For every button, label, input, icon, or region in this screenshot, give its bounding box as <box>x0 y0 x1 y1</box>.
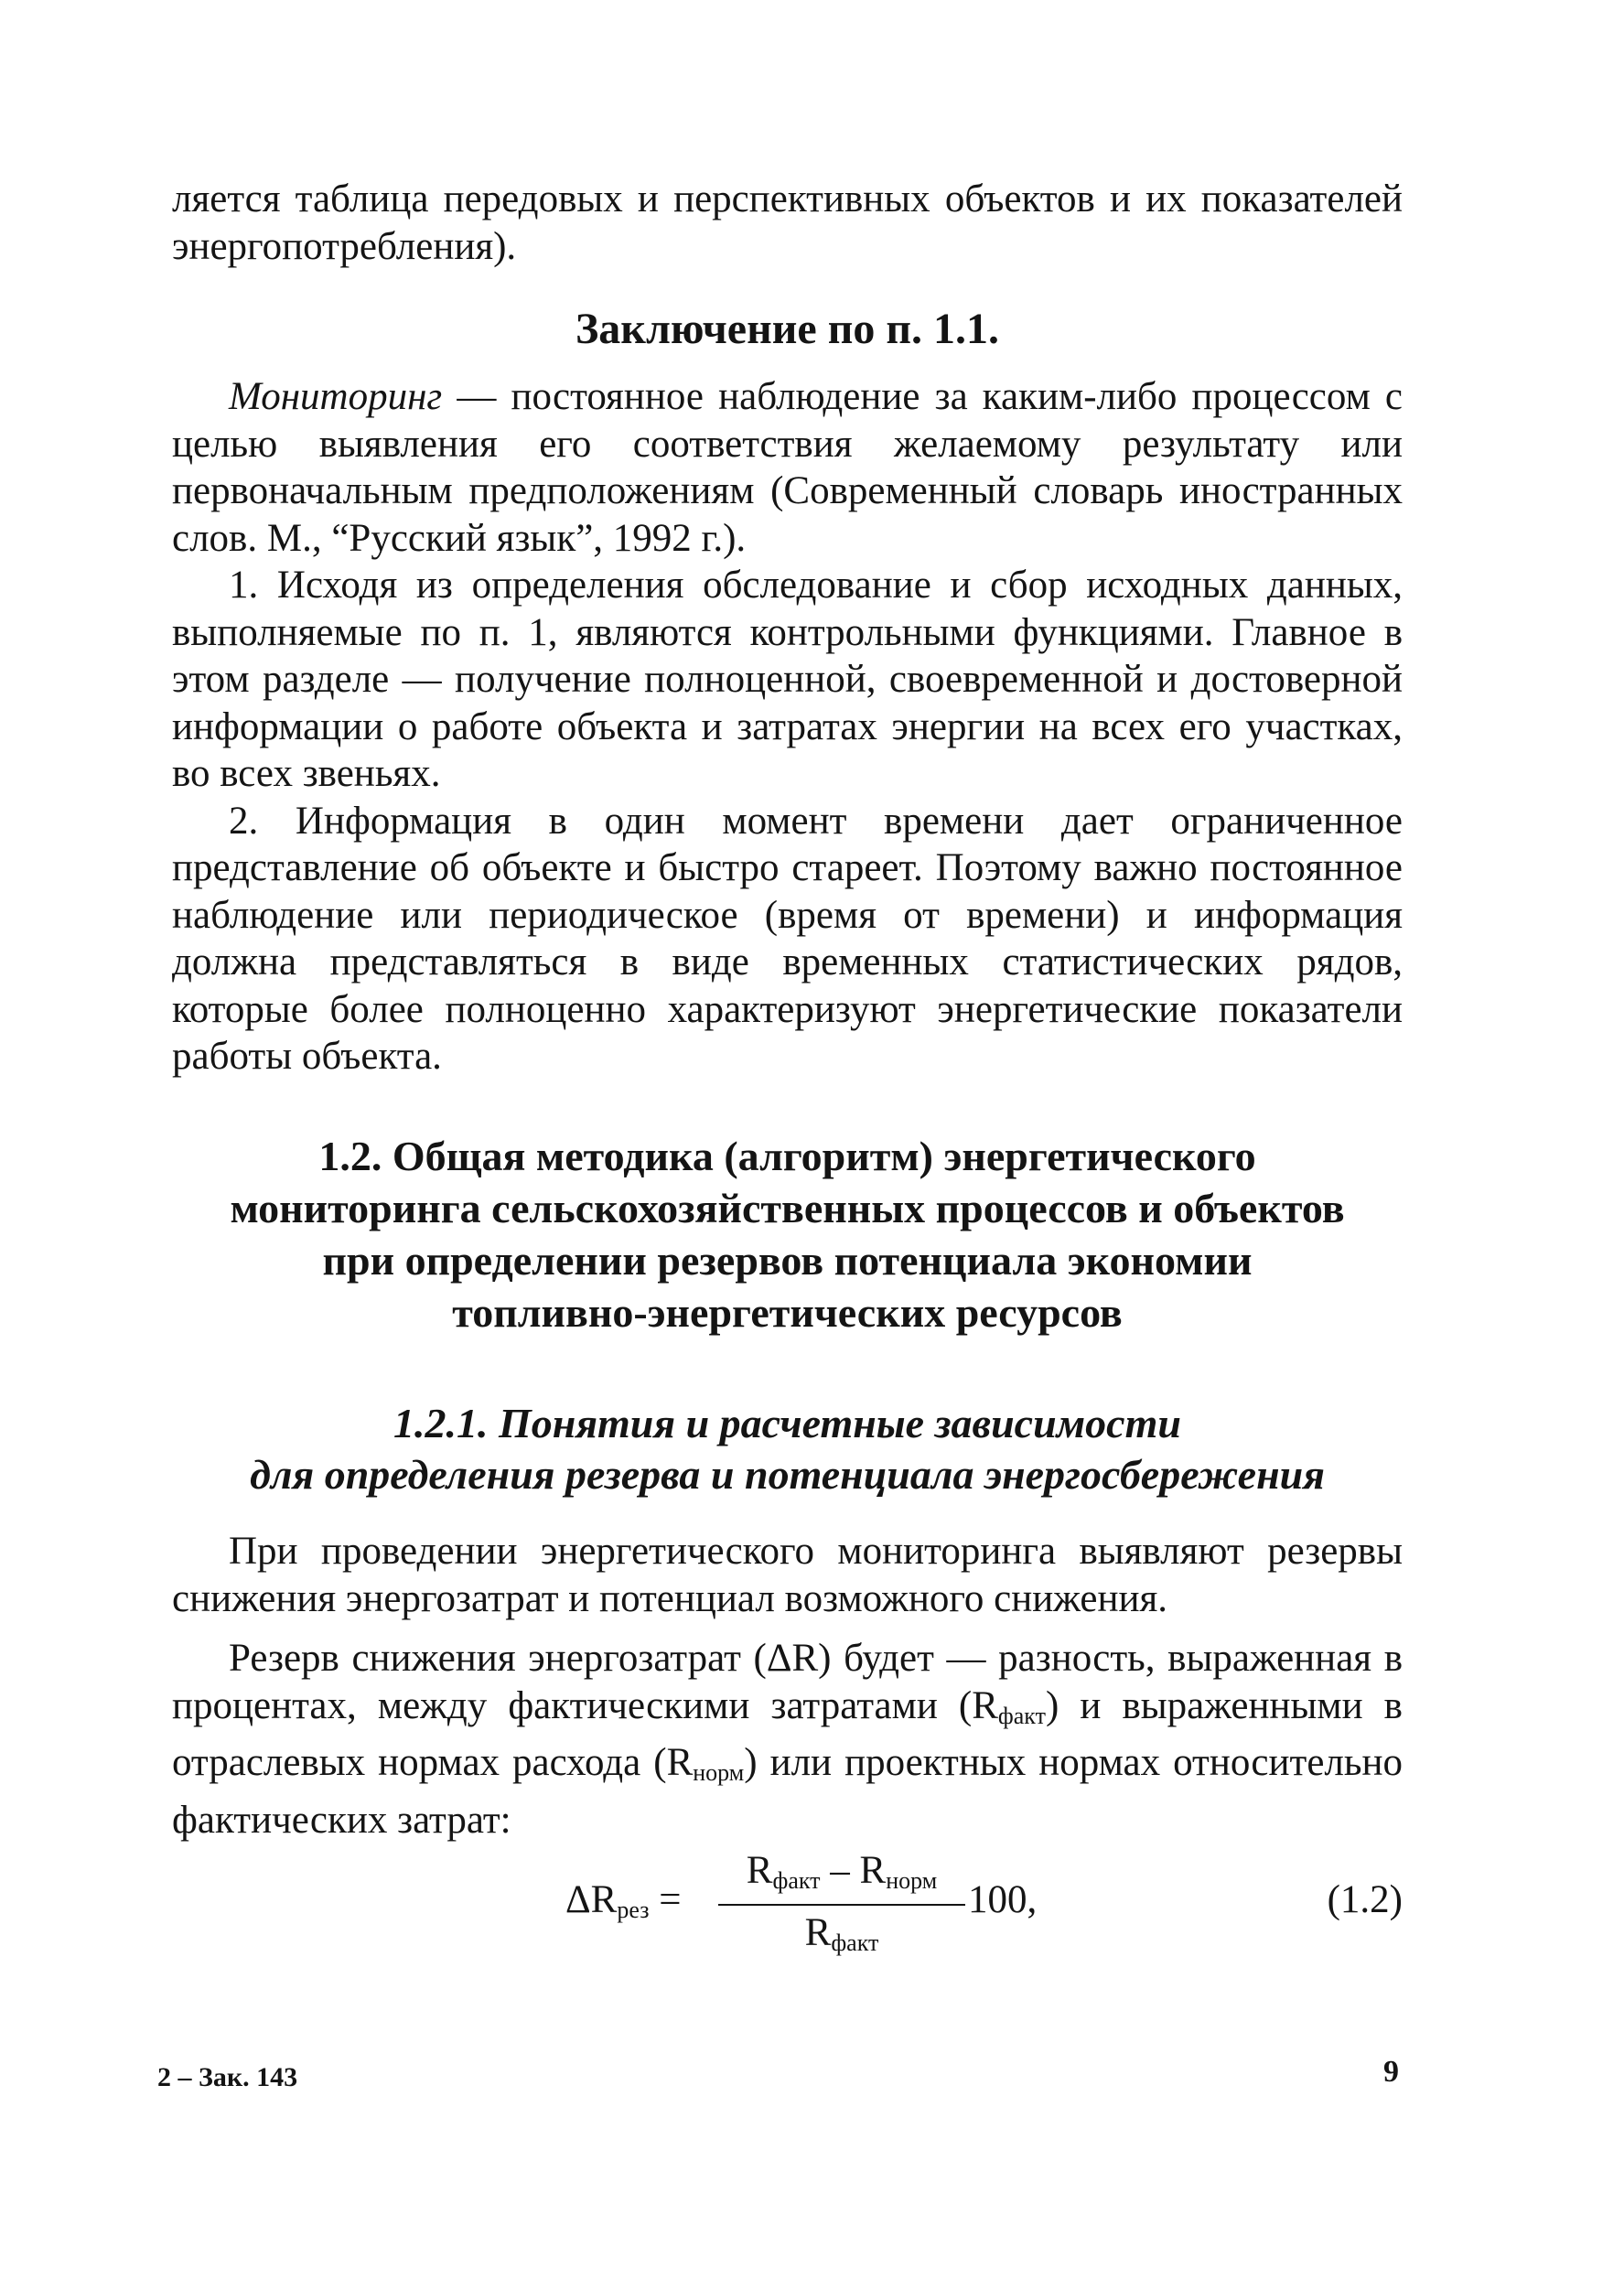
section-heading-line: мониторинга сельскохозяйственных процессов и объектов <box>230 1185 1345 1231</box>
formula-subscript: факт <box>831 1930 879 1956</box>
definition-text: — постоянное наблюдение за каким-либо процессом с целью выявления его соответствия желаемому результату или первоначальным предположениям (Современный словарь иностранных слов. М., “Русский язык”, 1992 г.). <box>172 375 1403 560</box>
paragraph-text: ) или проектных нормах относительно фактических затрат: <box>172 1741 1403 1842</box>
formula-number: (1.2) <box>1327 1878 1403 1921</box>
formula-symbol: R <box>746 1849 773 1892</box>
subscript: норм <box>693 1759 745 1786</box>
section-heading-line: топливно-энергетических ресурсов <box>452 1289 1123 1336</box>
section-heading-line: 1.2. Общая методика (алгоритм) энергетического <box>318 1133 1256 1179</box>
subsection-heading <box>172 1398 1403 1500</box>
conclusion-item-2: 2. Информация в один момент времени дает ограниченное представление об объекте и быстро стареет. Поэтому важно постоянное наблюдение или периодическое (время от времени) и информация должна представляться в виде временных статистических рядов, которые более полноценно характеризуют энергетические показатели работы объекта. <box>172 799 1403 1078</box>
section-heading-line: при определении резервов потенциала экономии <box>322 1237 1253 1284</box>
section-heading <box>172 1130 1403 1338</box>
formula-equals: = <box>649 1878 682 1921</box>
conclusion-item-1: 1. Исходя из определения обследование и сбор исходных данных, выполняемые по п. 1, являются контрольными функциями. Главное в этом разделе — получение полноценной, своевременной и достоверной информации о работе объекта и затратах энергии на всех его участках, во всех звеньях. <box>172 564 1403 795</box>
subsection-body <box>172 1528 1403 1844</box>
formula-symbol: ΔR <box>565 1878 618 1921</box>
formula-lhs <box>565 1877 682 1924</box>
conclusion-heading: Заключение по п. 1.1. <box>575 305 1000 353</box>
fraction-bar <box>718 1904 965 1906</box>
fraction-denominator <box>718 1910 965 1957</box>
conclusion-body <box>172 373 1403 1080</box>
fraction-numerator <box>718 1848 965 1895</box>
conclusion-block <box>172 302 1403 356</box>
subscript: факт <box>997 1702 1046 1729</box>
definition-term: Мониторинг <box>229 375 443 418</box>
footer-order-note: 2 – Зак. 143 <box>157 2062 298 2092</box>
formula-1-2 <box>172 1849 1403 1967</box>
intro-paragraph: ляется таблица передовых и перспективных объектов и их показателей энергопотребления). <box>172 177 1403 268</box>
definition-paragraph <box>172 373 1403 562</box>
page-number: 9 <box>1383 2055 1399 2089</box>
formula-tail: 100, <box>968 1878 1038 1921</box>
subsection-paragraph-1: При проведении энергетического мониторинга выявляют резервы снижения энергозатрат и потенциал возможного снижения. <box>172 1530 1403 1620</box>
subsection-paragraph-2 <box>172 1635 1403 1844</box>
paragraph-text: ) и выраженными в отраслевых нормах расхода (R <box>172 1683 1403 1784</box>
paragraph-text: Резерв снижения энергозатрат (ΔR) будет — разность, выраженная в процентах, между фактическими затратами (R <box>172 1637 1403 1727</box>
subsection-heading-line: 1.2.1. Понятия и расчетные зависимости <box>393 1400 1181 1446</box>
subsection-heading-line: для определения резерва и потенциала энергосбережения <box>250 1451 1325 1498</box>
formula-symbol: – R <box>820 1849 887 1892</box>
intro-block <box>172 176 1403 270</box>
formula-fraction <box>718 1848 965 1958</box>
formula-symbol: R <box>804 1911 832 1954</box>
formula-subscript: рез <box>617 1897 650 1923</box>
formula-subscript: факт <box>772 1867 821 1894</box>
formula-subscript: норм <box>886 1867 938 1894</box>
